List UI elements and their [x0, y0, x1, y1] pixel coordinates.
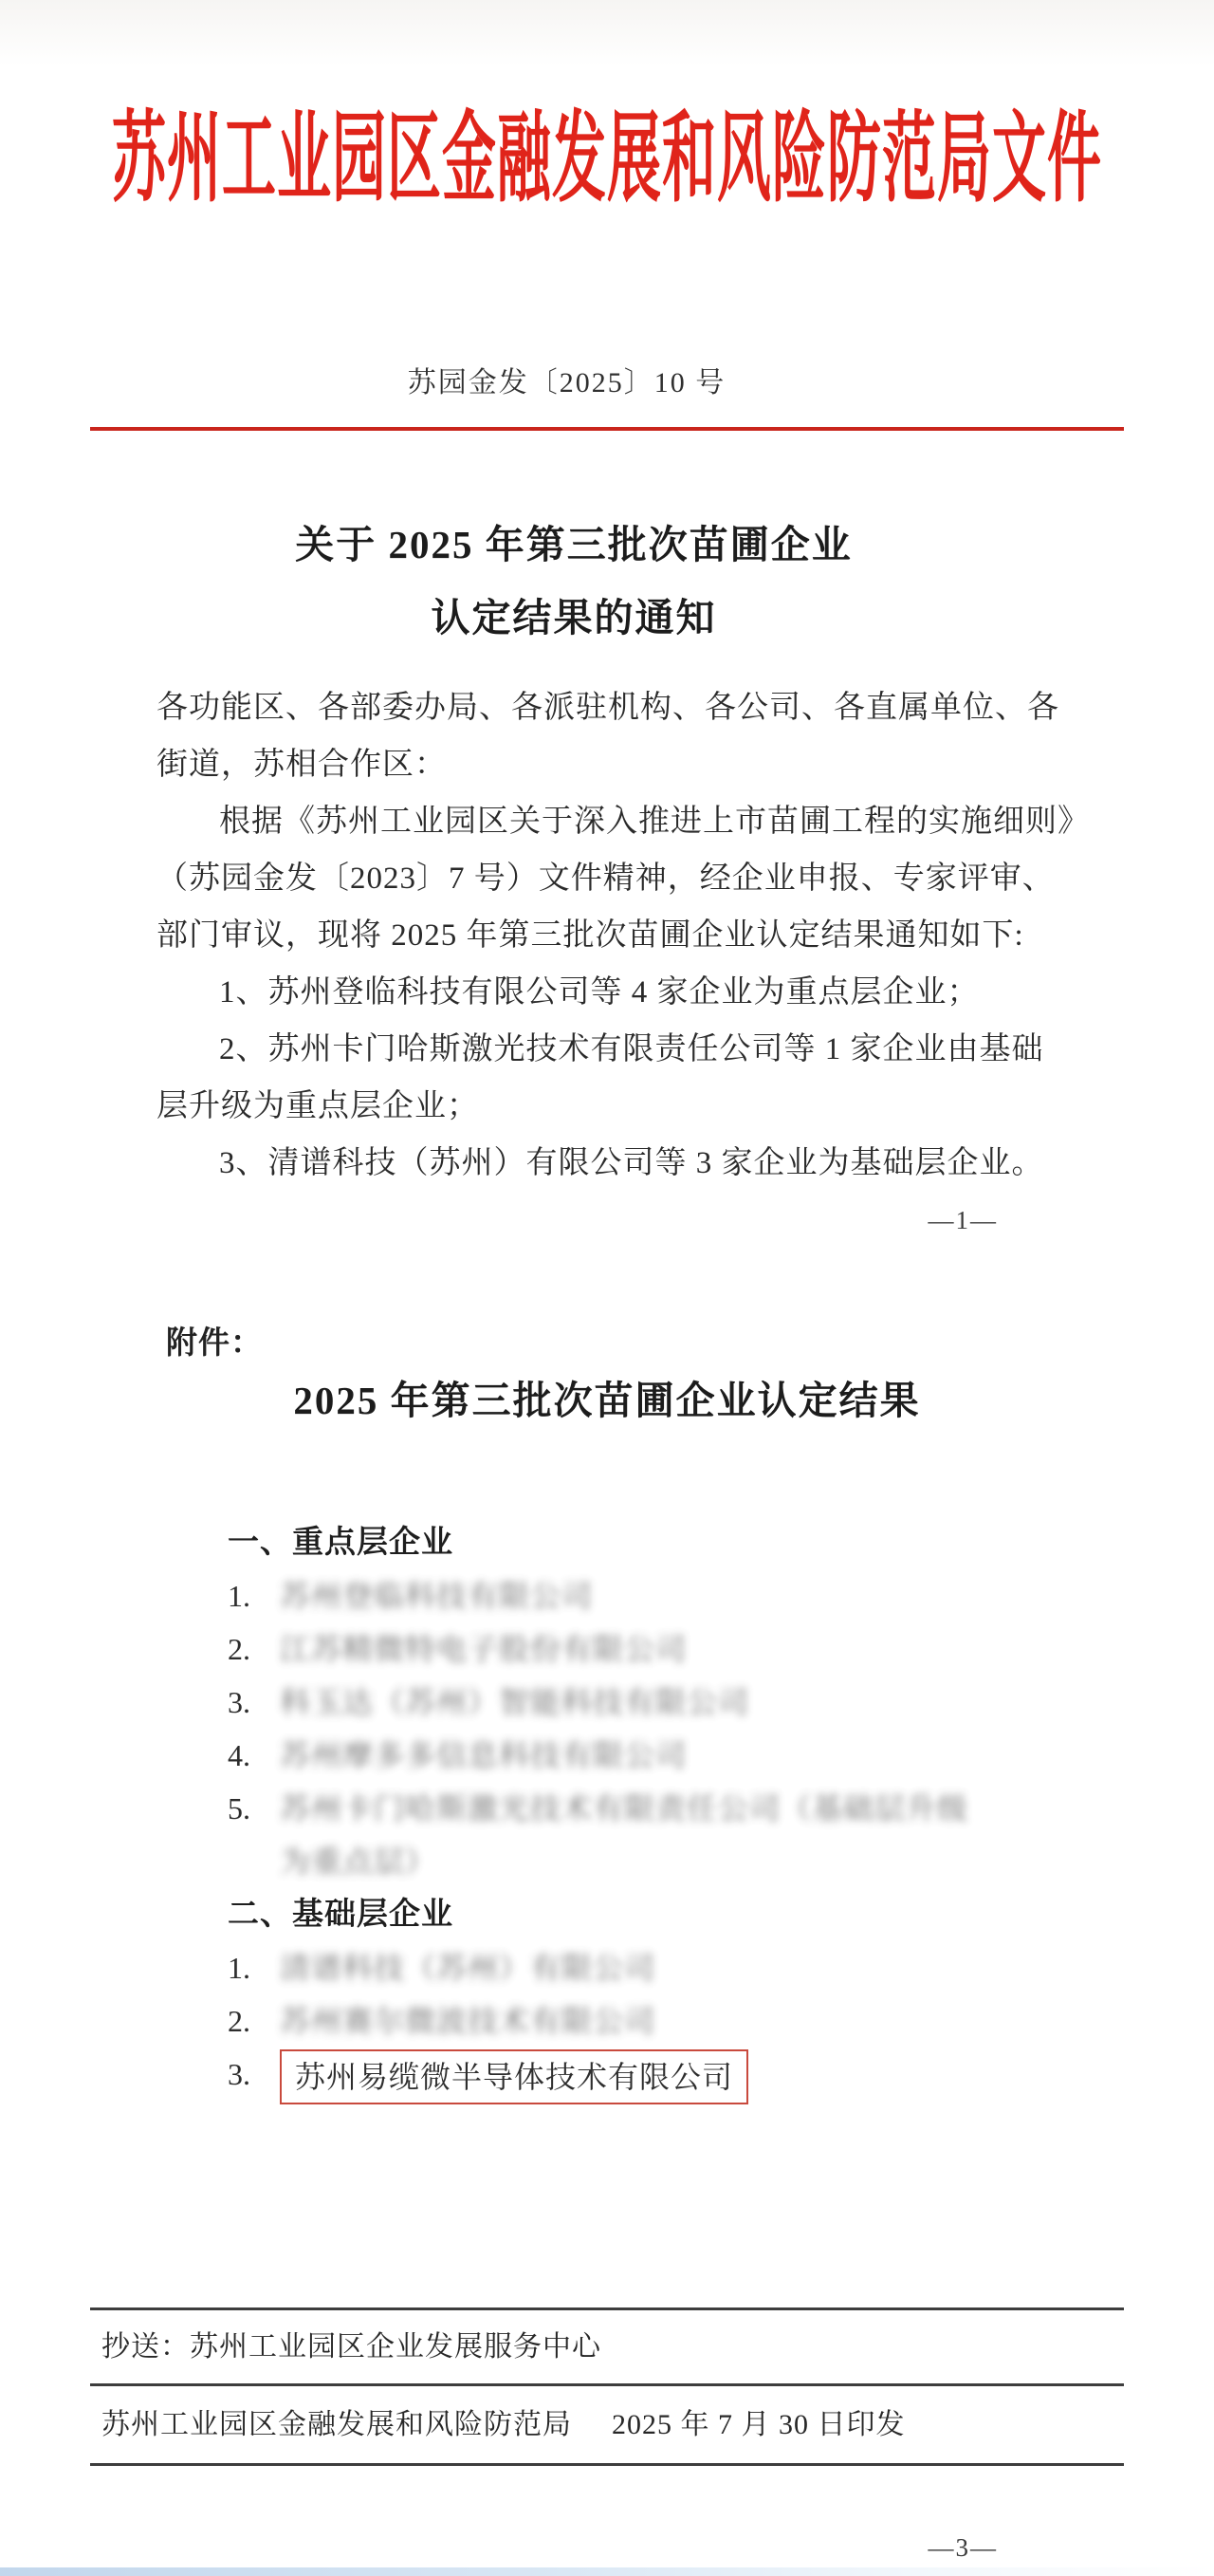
body-line: （苏园金发〔2023〕7 号）文件精神，经企业申报、专家评审、	[156, 862, 1055, 896]
attachment-title: 2025 年第三批次苗圃企业认定结果	[293, 1379, 921, 1422]
notice-title-line2: 认定结果的通知	[431, 596, 717, 639]
company-name: 苏州摩多多信息科技有限公司	[280, 1738, 688, 1772]
attachment-label: 附件：	[166, 1326, 263, 1361]
item-number: 3.	[228, 1685, 250, 1719]
list-item-highlighted	[228, 2048, 1214, 2104]
item-number: 5.	[228, 1791, 250, 1825]
company-name: 科玉达（苏州）智能科技有限公司	[280, 1685, 750, 1719]
highlighted-company-box: 苏州易缆微半导体技术有限公司	[280, 2049, 748, 2104]
body-line: 街道，苏相合作区：	[156, 748, 447, 782]
issue-date: 2025 年 7 月 30 日印发	[612, 2409, 906, 2440]
body-line: 1、苏州登临科技有限公司等 4 家企业为重点层企业；	[219, 975, 980, 1010]
document-footer	[90, 2307, 1124, 2466]
red-divider-rule	[90, 427, 1124, 431]
scan-edge-blue-bar	[0, 2567, 1214, 2576]
list-item	[228, 1676, 1214, 1729]
list-item	[228, 1569, 1214, 1622]
body-line: 层升级为重点层企业；	[156, 1089, 479, 1123]
company-name: 苏州卡门哈斯激光技术有限责任公司（基础层升级为重点层）	[280, 1791, 969, 1879]
item-number: 2.	[228, 1632, 250, 1666]
list-item	[228, 1729, 1214, 1782]
letterhead	[0, 98, 1214, 215]
list-item	[228, 1782, 1214, 1888]
item-number: 3.	[228, 2057, 250, 2091]
body-line: 部门审议，现将 2025 年第三批次苗圃企业认定结果通知如下:	[156, 918, 1024, 953]
body-line: 根据《苏州工业园区关于深入推进上市苗圃工程的实施细则》	[219, 805, 1090, 839]
item-number: 1.	[228, 1951, 250, 1985]
notice-body	[156, 679, 1110, 1192]
item-number: 4.	[228, 1738, 250, 1772]
cc-line: 抄送：苏州工业园区企业发展服务中心	[101, 2331, 601, 2363]
document-number: 苏园金发〔2025〕10 号	[407, 367, 727, 398]
item-number: 2.	[228, 2004, 250, 2038]
company-name: 苏州赛尔微波技术有限公司	[280, 2004, 656, 2038]
list-item	[228, 1941, 1214, 1994]
issue-line	[90, 2386, 1124, 2463]
list-item	[228, 1622, 1214, 1676]
footer-rule-bottom	[90, 2463, 1124, 2466]
agency-title: 苏州工业园区金融发展和风险防范局文件	[112, 105, 1102, 215]
section-heading-key-tier: 一、重点层企业	[228, 1526, 453, 1560]
page-number-3: —3—	[928, 2533, 998, 2562]
issuer-name: 苏州工业园区金融发展和风险防范局	[101, 2409, 572, 2440]
company-name: 江苏精微特电子股份有限公司	[280, 1632, 688, 1666]
section-heading-base-tier: 二、基础层企业	[228, 1898, 453, 1932]
body-line: 3、清谱科技（苏州）有限公司等 3 家企业为基础层企业。	[219, 1146, 1044, 1180]
notice-title	[0, 509, 1214, 655]
company-name: 苏州登临科技有限公司	[280, 1579, 594, 1613]
company-name: 清谱科技（苏州）有限公司	[280, 1951, 656, 1985]
body-line: 各功能区、各部委办局、各派驻机构、各公司、各直属单位、各	[156, 691, 1059, 725]
body-line: 2、苏州卡门哈斯激光技术有限责任公司等 1 家企业由基础	[219, 1032, 1044, 1066]
attachment-list	[228, 1516, 1214, 2104]
list-item	[228, 1994, 1214, 2048]
page-number-1: —1—	[928, 1206, 998, 1234]
notice-title-line1: 关于 2025 年第三批次苗圃企业	[295, 523, 853, 566]
item-number: 1.	[228, 1579, 250, 1613]
